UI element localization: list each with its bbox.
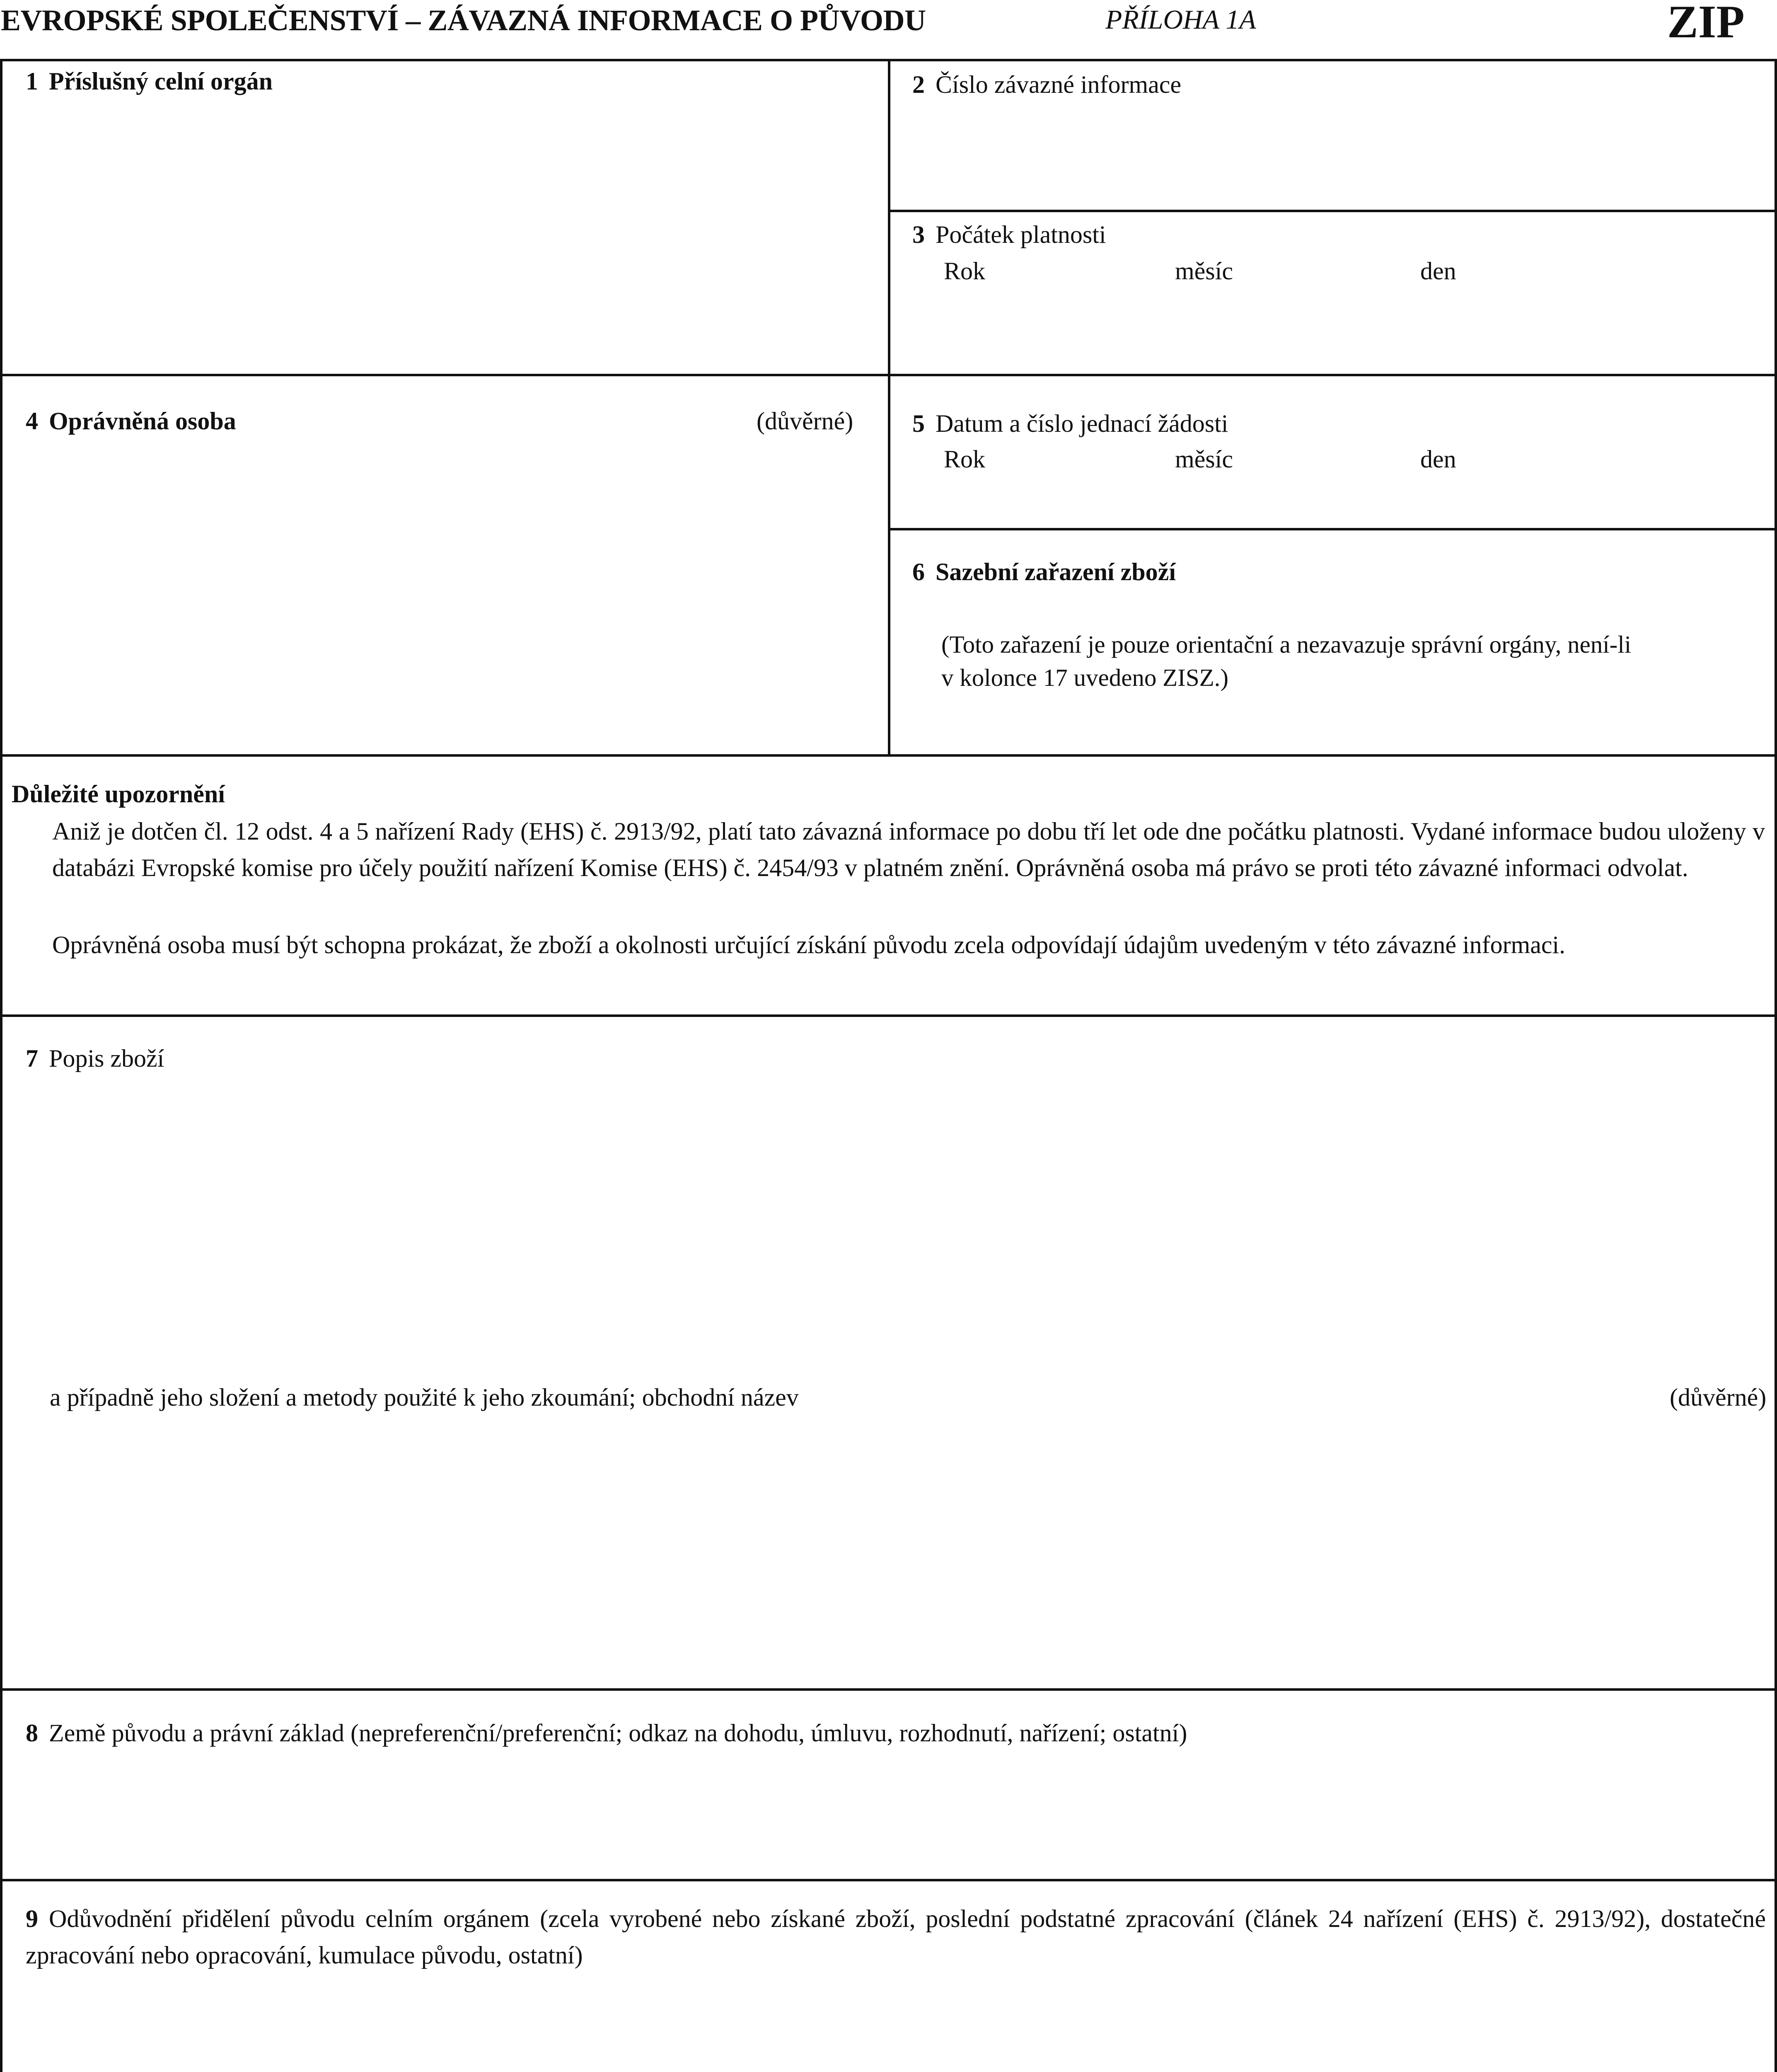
box4-label: Oprávněná osoba bbox=[49, 407, 236, 435]
box4-number: 4 bbox=[26, 407, 38, 435]
box1-label: Příslušný celní orgán bbox=[49, 68, 273, 95]
box3-month-label: měsíc bbox=[1175, 257, 1233, 285]
notice-paragraph-1: Aniž je dotčen čl. 12 odst. 4 a 5 nařízení Rady (EHS) č. 2913/92, platí tato závazná informace po dobu tří let ode dne počátku platnosti. Vydané informace budou uloženy v databázi Evropské komise pro účely použití nařízení Komise (EHS) č. 2454/93 v platném znění. Oprávněná osoba má právo se proti této závazné informaci odvolat. bbox=[52, 818, 1765, 881]
box5-month-label: měsíc bbox=[1175, 445, 1233, 473]
box6-field[interactable] bbox=[912, 557, 1176, 587]
box6-label: Sazební zařazení zboží bbox=[936, 558, 1176, 586]
box8-number: 8 bbox=[26, 1719, 38, 1747]
box9-number: 9 bbox=[26, 1905, 38, 1932]
frame-left-line bbox=[0, 59, 2, 2072]
box6-note-line2: v kolonce 17 uvedeno ZISZ.) bbox=[941, 664, 1229, 691]
box2-number: 2 bbox=[912, 71, 925, 98]
box9-field[interactable] bbox=[26, 1900, 1766, 1973]
box4-confidential-note: (důvěrné) bbox=[757, 407, 853, 435]
box7-label: Popis zboží bbox=[49, 1045, 164, 1072]
box5-day-label: den bbox=[1420, 445, 1456, 473]
box3-field[interactable] bbox=[912, 220, 1106, 249]
box8-label: Země původu a právní základ (nepreferenční/preferenční; odkaz na dohodu, úmluvu, rozhodnutí, nařízení; ostatní) bbox=[49, 1719, 1187, 1747]
box7-confidential-note: (důvěrné) bbox=[1670, 1384, 1767, 1411]
divider-notice-box7 bbox=[0, 1014, 1777, 1017]
box3-label: Počátek platnosti bbox=[936, 221, 1106, 248]
box2-label: Číslo závazné informace bbox=[936, 71, 1182, 98]
box3-number: 3 bbox=[912, 221, 925, 248]
notice-paragraph-2: Oprávněná osoba musí být schopna prokázat, že zboží a okolnosti určující získání původu zcela odpovídají údajům uvedeným v této závazné informaci. bbox=[52, 931, 1566, 959]
divider-box5-box6 bbox=[888, 528, 1777, 530]
box9-label: Odůvodnění přidělení původu celním orgánem (zcela vyrobené nebo získané zboží, poslední podstatné zpracování (článek 24 nařízení (EHS) č. 2913/92), dostatečné zpracování nebo opracování, kumulace původu, ostatní) bbox=[26, 1905, 1766, 1969]
box3-day-label: den bbox=[1420, 257, 1456, 285]
box7-number: 7 bbox=[26, 1045, 38, 1072]
box1-field[interactable] bbox=[26, 66, 273, 96]
form-title: EVROPSKÉ SPOLEČENSTVÍ – ZÁVAZNÁ INFORMACE O PŮVODU bbox=[1, 4, 926, 37]
divider-box7-box8 bbox=[0, 1688, 1777, 1691]
box6-note-line1: (Toto zařazení je pouze orientační a nezavazuje správní orgány, není-li bbox=[941, 631, 1632, 658]
box5-number: 5 bbox=[912, 410, 925, 437]
notice-heading: Důležité upozornění bbox=[12, 780, 225, 808]
box3-year-label: Rok bbox=[944, 257, 986, 285]
column-divider-line bbox=[888, 59, 890, 757]
box7-sub-label: a případně jeho složení a metody použité k jeho zkoumání; obchodní název bbox=[50, 1384, 799, 1411]
divider-row1-row2 bbox=[0, 374, 1777, 376]
box6-number: 6 bbox=[912, 558, 925, 586]
box5-year-label: Rok bbox=[944, 445, 986, 473]
box8-field[interactable] bbox=[26, 1718, 1187, 1748]
frame-right-line bbox=[1775, 59, 1777, 2072]
box1-number: 1 bbox=[26, 68, 38, 95]
divider-box2-box3 bbox=[888, 210, 1777, 212]
divider-box8-box9 bbox=[0, 1879, 1777, 1881]
box2-field[interactable] bbox=[912, 70, 1181, 99]
annex-label: PŘÍLOHA 1A bbox=[1105, 5, 1256, 35]
box4-field[interactable] bbox=[26, 406, 236, 436]
form-code: ZIP bbox=[1667, 0, 1745, 48]
box5-field[interactable] bbox=[912, 409, 1228, 438]
divider-row2-notice bbox=[0, 754, 1777, 757]
box5-label: Datum a číslo jednací žádosti bbox=[936, 410, 1228, 437]
box7-field[interactable] bbox=[26, 1043, 164, 1073]
